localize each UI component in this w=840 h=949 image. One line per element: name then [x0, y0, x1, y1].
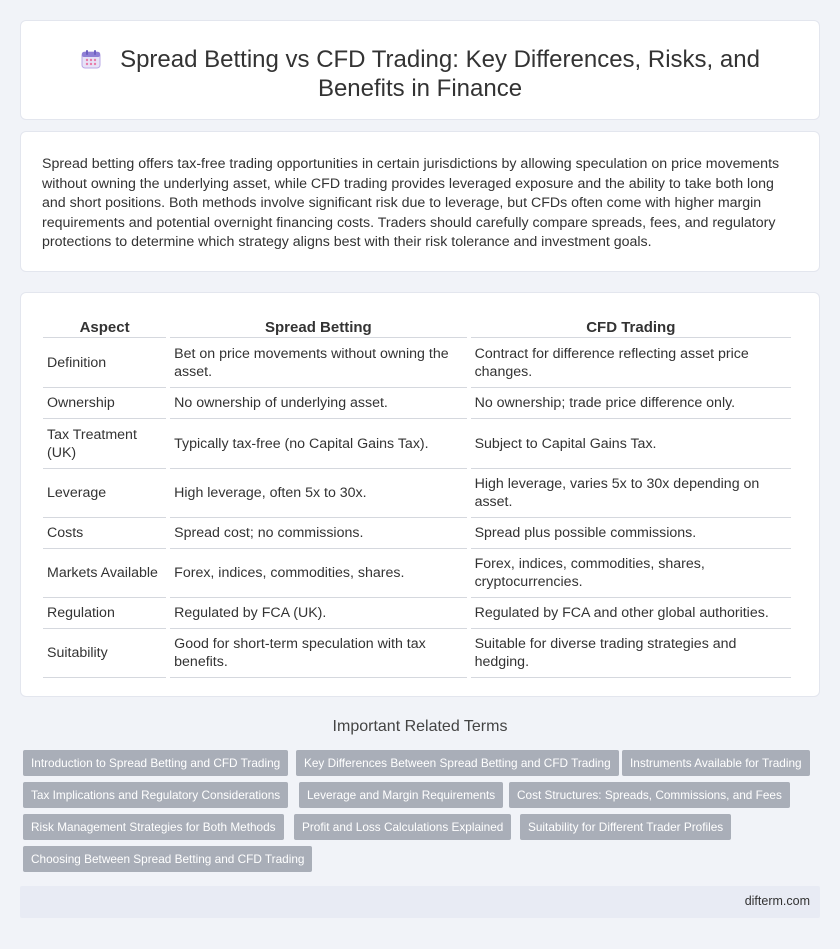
related-term-tag[interactable]: Cost Structures: Spreads, Commissions, and Fees	[509, 782, 790, 808]
row-cfd-trading: Regulated by FCA and other global authorities.	[471, 598, 791, 629]
row-cfd-trading: Contract for difference reflecting asset price changes.	[471, 338, 791, 388]
summary-text: Spread betting offers tax-free trading opportunities in certain jurisdictions by allowing speculation on price movements without owning the underlying asset, while CFD trading provides leveraged exposure and the ability to take both long and short positions. Both methods involve significant risk due to leverage, but CFDs often come with higher margin requirements and potential overnight financing costs. Traders should carefully compare spreads, fees, and regulatory protections to determine which strategy aligns best with their risk tolerance and investment goals.	[42, 156, 780, 251]
related-term-tag[interactable]: Profit and Loss Calculations Explained	[294, 814, 511, 840]
title-card	[20, 20, 820, 120]
row-cfd-trading: No ownership; trade price difference only.	[471, 388, 791, 419]
row-spread-betting: Typically tax-free (no Capital Gains Tax).	[170, 419, 466, 469]
row-aspect: Suitability	[43, 629, 166, 678]
related-term-tag[interactable]: Suitability for Different Trader Profiles	[520, 814, 731, 840]
row-cfd-trading: Spread plus possible commissions.	[471, 518, 791, 549]
related-term-tag[interactable]: Key Differences Between Spread Betting and CFD Trading	[296, 750, 619, 776]
comparison-table	[39, 317, 795, 678]
table-row	[43, 549, 791, 598]
related-term-tag[interactable]: Instruments Available for Trading	[622, 750, 810, 776]
title-line-1: Spread Betting vs CFD Trading: Key Differences, Risks, and	[120, 46, 760, 73]
summary-card	[20, 131, 820, 272]
row-aspect: Definition	[43, 338, 166, 388]
footer	[20, 886, 820, 918]
row-spread-betting: Good for short-term speculation with tax benefits.	[170, 629, 466, 678]
related-term-tag[interactable]: Leverage and Margin Requirements	[299, 782, 503, 808]
row-aspect: Costs	[43, 518, 166, 549]
calendar-icon	[80, 48, 102, 70]
row-spread-betting: High leverage, often 5x to 30x.	[170, 469, 466, 518]
table-row	[43, 518, 791, 549]
page-title	[21, 45, 819, 103]
row-aspect: Markets Available	[43, 549, 166, 598]
table-row	[43, 419, 791, 469]
row-aspect: Tax Treatment (UK)	[43, 419, 166, 469]
table-row	[43, 338, 791, 388]
row-cfd-trading: Forex, indices, commodities, shares, cryptocurrencies.	[471, 549, 791, 598]
related-term-tag[interactable]: Introduction to Spread Betting and CFD Trading	[23, 750, 288, 776]
comparison-card	[20, 292, 820, 697]
row-spread-betting: No ownership of underlying asset.	[170, 388, 466, 419]
table-row	[43, 629, 791, 678]
row-cfd-trading: Subject to Capital Gains Tax.	[471, 419, 791, 469]
row-spread-betting: Spread cost; no commissions.	[170, 518, 466, 549]
row-spread-betting: Bet on price movements without owning the asset.	[170, 338, 466, 388]
row-aspect: Leverage	[43, 469, 166, 518]
row-cfd-trading: High leverage, varies 5x to 30x depending on asset.	[471, 469, 791, 518]
header-spread-betting: Spread Betting	[170, 317, 466, 338]
table-row	[43, 469, 791, 518]
related-term-tag[interactable]: Tax Implications and Regulatory Considerations	[23, 782, 288, 808]
table-header-row	[43, 317, 791, 338]
footer-site-link[interactable]: difterm.com	[744, 894, 810, 908]
row-spread-betting: Forex, indices, commodities, shares.	[170, 549, 466, 598]
related-term-tag[interactable]: Risk Management Strategies for Both Methods	[23, 814, 284, 840]
related-terms-heading: Important Related Terms	[332, 718, 508, 735]
row-cfd-trading: Suitable for diverse trading strategies and hedging.	[471, 629, 791, 678]
related-term-tag[interactable]: Choosing Between Spread Betting and CFD Trading	[23, 846, 312, 872]
row-aspect: Ownership	[43, 388, 166, 419]
table-row	[43, 598, 791, 629]
title-line-2: Benefits in Finance	[317, 75, 523, 102]
table-row	[43, 388, 791, 419]
row-aspect: Regulation	[43, 598, 166, 629]
header-cfd-trading: CFD Trading	[471, 317, 791, 338]
header-aspect: Aspect	[43, 317, 166, 338]
row-spread-betting: Regulated by FCA (UK).	[170, 598, 466, 629]
